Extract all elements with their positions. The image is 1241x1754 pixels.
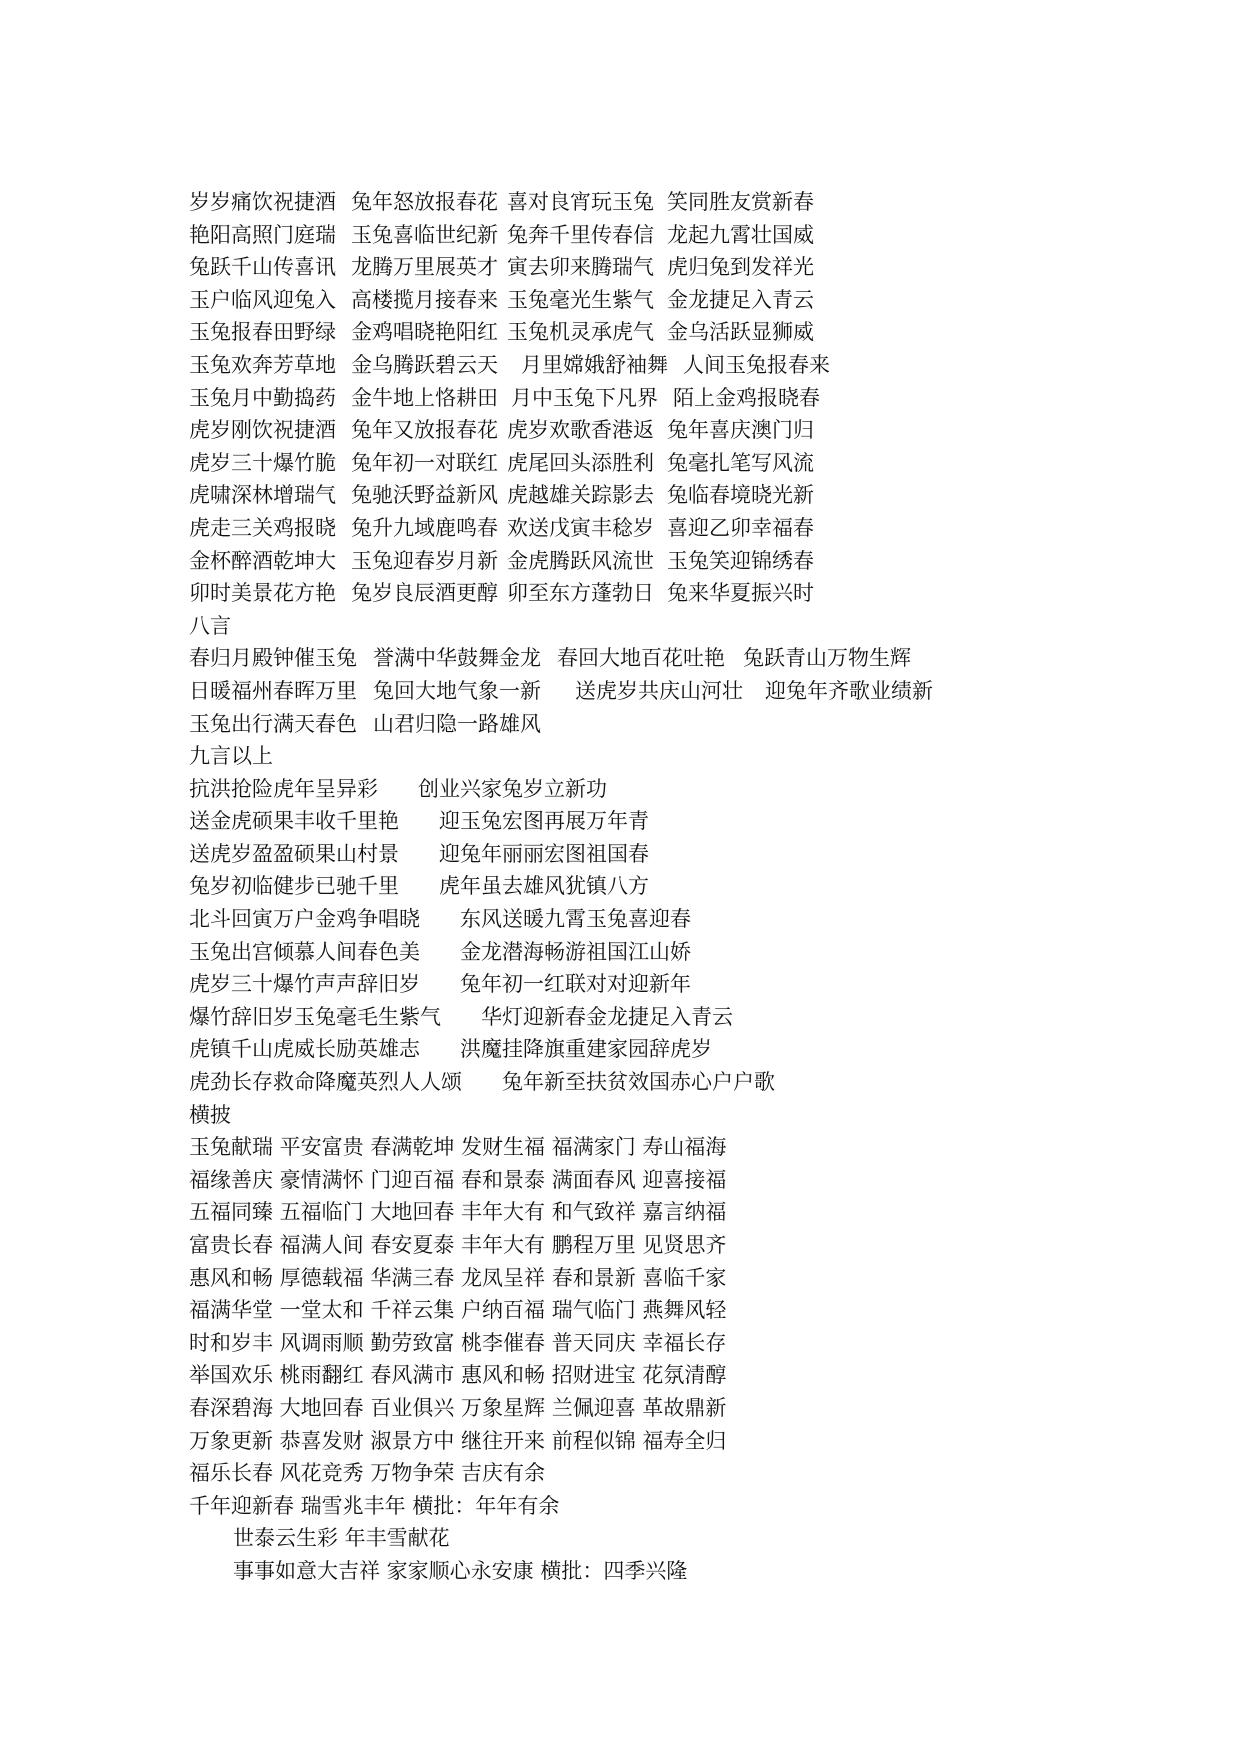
couplet-phrase: 虎岁欢歌香港返: [507, 418, 654, 443]
text-line: 福缘善庆 豪情满怀 门迎百福 春和景泰 满面春风 迎喜接福: [189, 1167, 727, 1192]
text-line: [189, 1066, 1189, 1099]
couplet-phrase: 欢送戊寅丰稔岁: [507, 515, 654, 540]
couplet-phrase: 兔岁初临健步已驰千里: [189, 874, 399, 899]
couplet-phrase: 创业兴家兔岁立新功: [418, 776, 607, 801]
text-line: 福满华堂 一堂太和 千祥云集 户纳百福 瑞气临门 燕舞风轻: [189, 1298, 727, 1323]
text-line: 八言: [189, 613, 231, 638]
couplet-phrase: 虎尾回头添胜利: [507, 450, 654, 475]
couplet-phrase: 兔年怒放报春花: [351, 190, 498, 214]
couplet-phrase: 虎越雄关踪影去: [507, 483, 654, 508]
text-line: [189, 968, 1189, 1001]
couplet-phrase: 抗洪抢险虎年呈异彩: [189, 776, 378, 801]
couplet-phrase: 龙起九霄壮国威: [667, 222, 814, 247]
text-line: 惠风和畅 厚德载福 华满三春 龙凤呈祥 春和景新 喜临千家: [189, 1265, 727, 1290]
text-line: [189, 512, 1189, 545]
couplet-phrase: 玉兔欢奔芳草地: [189, 352, 336, 377]
text-line: [189, 219, 1189, 252]
couplet-phrase: 洪魔挂降旗重建家园辞虎岁: [460, 1037, 712, 1062]
couplet-phrase: 东风送暖九霄玉兔喜迎春: [460, 907, 691, 932]
couplet-phrase: 兔跃千山传喜讯: [189, 255, 336, 280]
text-line: [189, 414, 1189, 447]
text-line: 千年迎新春 瑞雪兆丰年 横批：年年有余: [189, 1493, 560, 1518]
text-line: [189, 805, 1189, 838]
text-line: [189, 349, 1189, 382]
couplet-phrase: 喜迎乙卯幸福春: [667, 515, 814, 540]
couplet-phrase: 玉兔机灵承虎气: [507, 320, 654, 345]
couplet-phrase: 金龙潜海畅游祖国江山娇: [460, 939, 691, 964]
couplet-phrase: 玉户临风迎兔入: [189, 287, 336, 312]
text-line: 福乐长春 风花竞秀 万物争荣 吉庆有余: [189, 1461, 546, 1486]
couplet-phrase: 龙腾万里展英才: [351, 255, 498, 280]
couplet-phrase: 人间玉兔报春来: [683, 352, 830, 377]
couplet-phrase: 兔年又放报春花: [351, 418, 498, 443]
couplet-phrase: 玉兔毫光生紫气: [507, 287, 654, 312]
text-line: [189, 675, 1189, 708]
text-line: 举国欢乐 桃雨翻红 春风满市 惠风和畅 招财进宝 花氛清醇: [189, 1363, 727, 1388]
couplet-phrase: 春回大地百花吐艳: [557, 646, 725, 671]
couplet-phrase: 兔年初一红联对对迎新年: [460, 972, 691, 997]
couplet-phrase: 兔跃青山万物生辉: [743, 646, 911, 671]
couplet-phrase: 送金虎硕果丰收千里艳: [189, 809, 399, 834]
text-line: [189, 545, 1189, 578]
couplet-phrase: 虎归兔到发祥光: [667, 255, 814, 280]
text-line: [189, 577, 1189, 610]
couplet-phrase: 金乌活跃显狮威: [667, 320, 814, 345]
text-line: 玉兔献瑞 平安富贵 春满乾坤 发财生福 福满家门 寿山福海: [189, 1135, 727, 1160]
couplet-phrase: 华灯迎新春金龙捷足入青云: [481, 1004, 733, 1029]
text-line: 世泰云生彩 年丰雪献花: [233, 1526, 450, 1551]
text-line: [189, 479, 1189, 512]
couplet-phrase: 兔毫扎笔写风流: [667, 450, 814, 475]
couplet-phrase: 金杯醉酒乾坤大: [189, 548, 336, 573]
couplet-phrase: 兔年喜庆澳门归: [667, 418, 814, 443]
couplet-phrase: 玉兔月中勤捣药: [189, 385, 336, 410]
text-line: [189, 642, 1189, 675]
text-line: [189, 870, 1189, 903]
text-line: [189, 284, 1189, 317]
couplet-phrase: 高楼揽月接春来: [351, 287, 498, 312]
couplet-phrase: 虎劲长存救命降魔英烈人人颂: [189, 1070, 462, 1095]
text-line: 横披: [189, 1102, 231, 1127]
text-line: [189, 903, 1189, 936]
couplet-phrase: 月中玉兔下凡界: [511, 385, 658, 410]
text-line: [189, 1033, 1189, 1066]
couplet-phrase: 兔年初一对联红: [351, 450, 498, 475]
couplet-phrase: 卯时美景花方艳: [189, 581, 336, 606]
text-line: 富贵长春 福满人间 春安夏泰 丰年大有 鹏程万里 见贤思齐: [189, 1233, 727, 1257]
couplet-phrase: 虎啸深林增瑞气: [189, 483, 336, 508]
couplet-phrase: 虎年虽去雄风犹镇八方: [439, 874, 649, 899]
couplet-phrase: 兔奔千里传春信: [507, 222, 654, 247]
couplet-phrase: 迎玉兔宏图再展万年青: [439, 809, 649, 834]
document-body: [189, 186, 1189, 1588]
couplet-phrase: 艳阳高照门庭瑞: [189, 222, 336, 247]
couplet-phrase: 虎镇千山虎威长励英雄志: [189, 1037, 420, 1062]
couplet-phrase: 寅去卯来腾瑞气: [507, 255, 654, 280]
couplet-phrase: 玉兔报春田野绿: [189, 320, 336, 345]
couplet-phrase: 日暖福州春晖万里: [189, 678, 357, 703]
couplet-phrase: 虎走三关鸡报晓: [189, 515, 336, 540]
text-line: 时和岁丰 风调雨顺 勤劳致富 桃李催春 普天同庆 幸福长存: [189, 1330, 727, 1355]
couplet-phrase: 兔驰沃野益新风: [351, 483, 498, 508]
text-line: 五福同臻 五福临门 大地回春 丰年大有 和气致祥 嘉言纳福: [189, 1200, 727, 1225]
text-line: [189, 382, 1189, 415]
couplet-phrase: 卯至东方蓬勃日: [507, 581, 654, 606]
couplet-phrase: 金龙捷足入青云: [667, 287, 814, 312]
couplet-phrase: 兔回大地气象一新: [373, 678, 541, 703]
text-line: [189, 838, 1189, 871]
couplet-phrase: 金牛地上恪耕田: [351, 385, 498, 410]
couplet-phrase: 金鸡唱晓艳阳红: [351, 320, 498, 345]
text-line: 事事如意大吉祥 家家顺心永安康 横批：四季兴隆: [233, 1558, 688, 1583]
couplet-phrase: 喜对良宵玩玉兔: [507, 190, 654, 214]
couplet-phrase: 玉兔出行满天春色: [189, 711, 357, 736]
couplet-phrase: 兔年新至扶贫效国赤心户户歌: [502, 1070, 775, 1095]
couplet-phrase: 玉兔迎春岁月新: [351, 548, 498, 573]
couplet-phrase: 虎岁三十爆竹脆: [189, 450, 336, 475]
text-line: [189, 316, 1189, 349]
couplet-phrase: 山君归隐一路雄风: [373, 711, 541, 736]
text-line: 万象更新 恭喜发财 淑景方中 继往开来 前程似锦 福寿全归: [189, 1428, 727, 1453]
text-line: [189, 186, 1189, 219]
text-line: [189, 936, 1189, 969]
couplet-phrase: 兔临春境晓光新: [667, 483, 814, 508]
text-line: [189, 251, 1189, 284]
text-line: [189, 1001, 1189, 1034]
couplet-phrase: 送虎岁共庆山河壮: [575, 678, 743, 703]
text-line: 九言以上: [189, 744, 273, 769]
couplet-phrase: 虎岁刚饮祝捷酒: [189, 418, 336, 443]
couplet-phrase: 爆竹辞旧岁玉兔毫毛生紫气: [189, 1004, 441, 1029]
couplet-phrase: 春归月殿钟催玉兔: [189, 646, 357, 671]
couplet-phrase: 金虎腾跃风流世: [507, 548, 654, 573]
couplet-phrase: 玉兔出宫倾慕人间春色美: [189, 939, 420, 964]
text-line: 春深碧海 大地回春 百业俱兴 万象星辉 兰佩迎喜 革故鼎新: [189, 1395, 727, 1420]
couplet-phrase: 玉兔喜临世纪新: [351, 222, 498, 247]
couplet-phrase: 迎兔年齐歌业绩新: [765, 678, 933, 703]
couplet-phrase: 金乌腾跃碧云天: [351, 352, 498, 377]
couplet-phrase: 誉满中华鼓舞金龙: [373, 646, 541, 671]
couplet-phrase: 玉兔笑迎锦绣春: [667, 548, 814, 573]
text-line: [189, 708, 1189, 741]
couplet-phrase: 岁岁痛饮祝捷酒: [189, 190, 336, 214]
couplet-phrase: 陌上金鸡报晓春: [673, 385, 820, 410]
couplet-phrase: 北斗回寅万户金鸡争唱晓: [189, 907, 420, 932]
couplet-phrase: 兔来华夏振兴时: [667, 581, 814, 606]
couplet-phrase: 月里嫦娥舒袖舞: [521, 352, 668, 377]
couplet-phrase: 虎岁三十爆竹声声辞旧岁: [189, 972, 420, 997]
couplet-phrase: 笑同胜友赏新春: [667, 190, 814, 214]
couplet-phrase: 迎兔年丽丽宏图祖国春: [439, 841, 649, 866]
couplet-phrase: 兔岁良辰酒更醇: [351, 581, 498, 606]
couplet-phrase: 送虎岁盈盈硕果山村景: [189, 841, 399, 866]
couplet-phrase: 兔升九域鹿鸣春: [351, 515, 498, 540]
text-line: [189, 773, 1189, 806]
text-line: [189, 447, 1189, 480]
